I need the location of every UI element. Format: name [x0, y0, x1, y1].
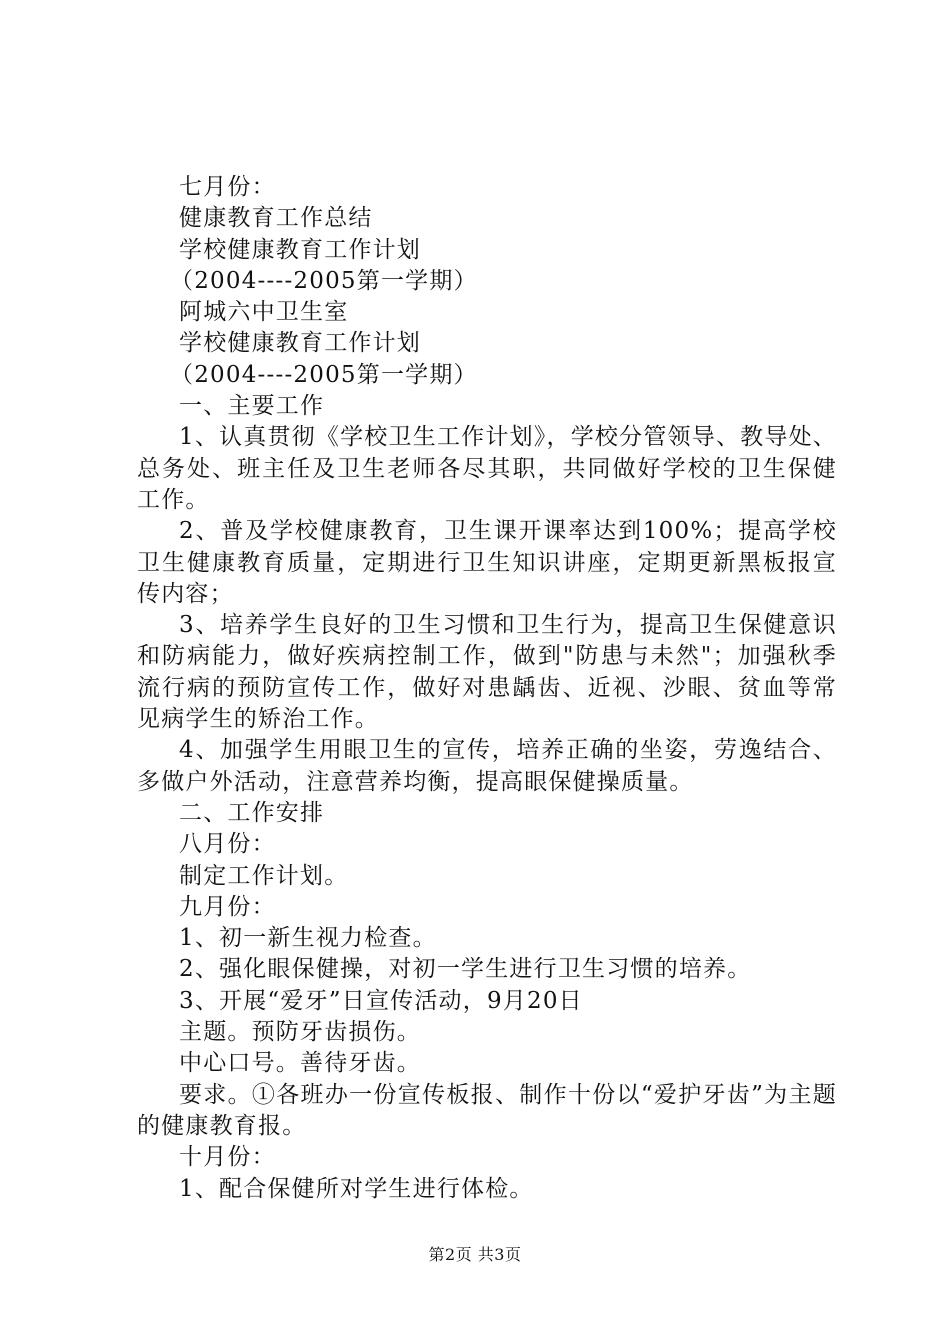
semester-label: （2004----2005第一学期）: [170, 267, 478, 294]
september-slogan: 中心口号。善待牙齿。: [179, 1050, 421, 1077]
paragraph-item-2: 2、普及学校健康教育，卫生课开课率达到100%；提高学校卫生健康教育质量，定期进行卫生知识讲座，定期更新黑板报宣传内容；: [137, 518, 837, 607]
september-task-2: 2、强化眼保健操，对初一学生进行卫生习惯的培养。: [179, 956, 752, 983]
paragraph-item-3: 3、培养学生良好的卫生习惯和卫生行为，提高卫生保健意识和防病能力，做好疾病控制工作，做到"防患与未然"；加强秋季流行病的预防宣传工作，做好对患龋齿、近视、沙眼、贫血等常见病学生的矫治工作。: [137, 612, 837, 733]
title-summary: 健康教育工作总结: [179, 205, 373, 232]
document-body: [137, 172, 837, 1205]
paragraph-item-1: 1、认真贯彻《学校卫生工作计划》，学校分管领导、教导处、总务处、班主任及卫生老师各尽其职，共同做好学校的卫生保健工作。: [137, 424, 837, 513]
paragraph-item-4: 4、加强学生用眼卫生的宣传，培养正确的坐姿，劳逸结合、多做户外活动，注意营养均衡，提高眼保健操质量。: [137, 737, 837, 795]
heading-september: 九月份：: [179, 893, 276, 920]
heading-july: 七月份：: [179, 174, 276, 200]
title-plan: 学校健康教育工作计划: [179, 236, 421, 263]
page-number-footer: 第2页 共3页: [428, 1245, 522, 1264]
september-task-1: 1、初一新生视力检查。: [179, 925, 437, 952]
september-task-3: 3、开展“爱牙”日宣传活动，9月20日: [179, 987, 583, 1014]
september-theme: 主题。预防牙齿损伤。: [179, 1019, 421, 1046]
heading-august: 八月份：: [179, 831, 276, 858]
section-heading-main-work: 一、主要工作: [179, 393, 325, 420]
august-task: 制定工作计划。: [179, 862, 349, 889]
section-heading-schedule: 二、工作安排: [179, 799, 325, 826]
semester-label-repeat: （2004----2005第一学期）: [170, 361, 478, 388]
heading-october: 十月份：: [179, 1144, 276, 1171]
author-label: 阿城六中卫生室: [179, 299, 349, 326]
october-task-1: 1、配合保健所对学生进行体检。: [179, 1175, 534, 1202]
september-requirement: 要求。①各班办一份宣传板报、制作十份以“爱护牙齿”为主题的健康教育报。: [137, 1081, 837, 1139]
title-plan-repeat: 学校健康教育工作计划: [179, 330, 421, 357]
